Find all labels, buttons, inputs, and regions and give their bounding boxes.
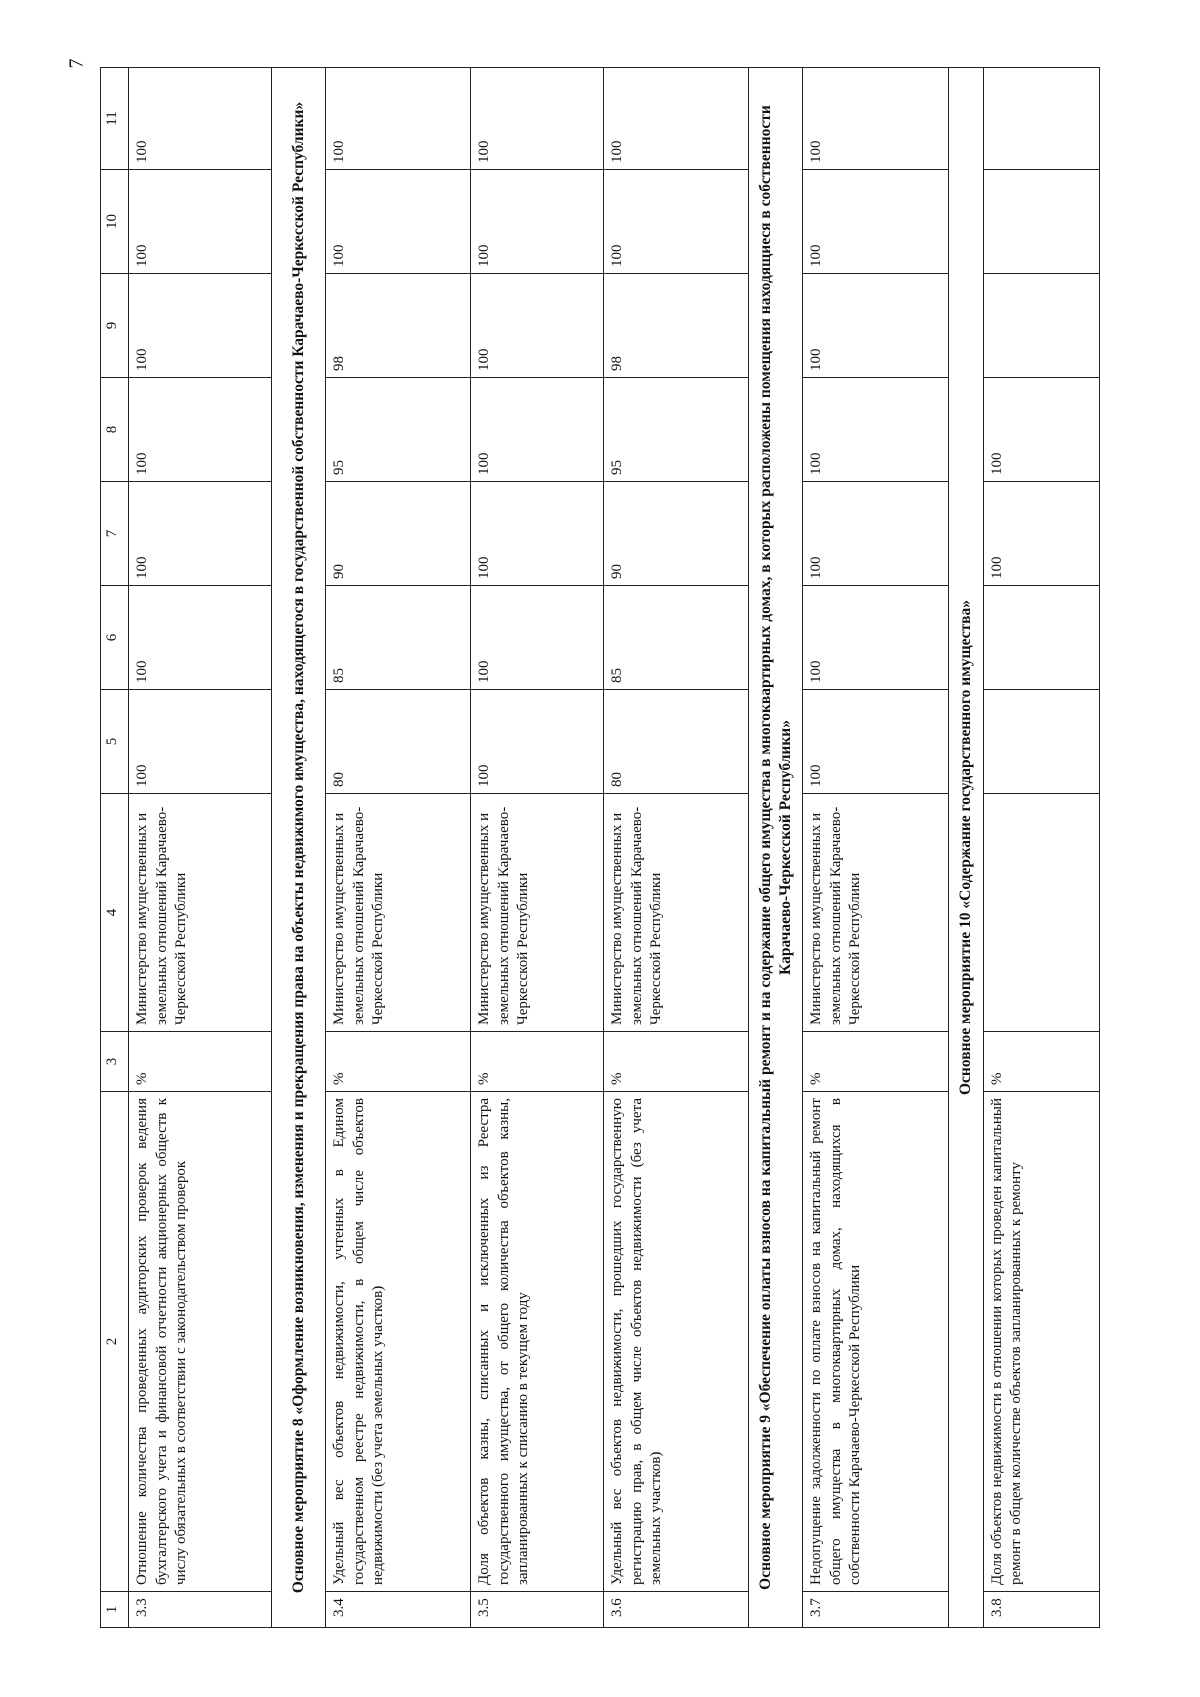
table-body <box>129 68 1100 1628</box>
value-col-9: 98 <box>604 274 749 378</box>
responsible-executor: Министерство имущественных и земельных отношений Карачаево-Черкесской Республики <box>803 794 948 1032</box>
responsible-executor: Министерство имущественных и земельных отношений Карачаево-Черкесской Республики <box>471 794 604 1032</box>
value-col-11 <box>983 68 1099 170</box>
indicator-description: Удельный вес объектов недвижимости, учтенных в Едином государственном реестре недвижимости, в общем числе объектов недвижимости (без учета земельных участков) <box>326 1092 471 1592</box>
column-header-7: 7 <box>101 482 129 586</box>
value-col-5: 80 <box>326 690 471 794</box>
value-col-9: 98 <box>326 274 471 378</box>
section-row <box>272 68 326 1628</box>
value-col-6: 85 <box>326 586 471 690</box>
value-col-5: 80 <box>604 690 749 794</box>
value-col-8: 100 <box>803 378 948 482</box>
unit-cell: % <box>803 1032 948 1092</box>
column-header-1: 1 <box>101 1592 129 1628</box>
value-col-9: 100 <box>803 274 948 378</box>
unit-cell: % <box>326 1032 471 1092</box>
unit-cell: % <box>604 1032 749 1092</box>
value-col-10: 100 <box>803 170 948 274</box>
table-row <box>604 68 749 1628</box>
table-row <box>471 68 604 1628</box>
table-row <box>983 68 1099 1628</box>
value-col-9: 100 <box>129 274 272 378</box>
column-header-2: 2 <box>101 1092 129 1592</box>
value-col-8: 95 <box>326 378 471 482</box>
row-number: 3.5 <box>471 1592 604 1628</box>
indicator-description: Доля объектов казны, списанных и исключенных из Реестра государственного имущества, от общего количества объектов казны, запланированных к списанию в текущем году <box>471 1092 604 1592</box>
value-col-11: 100 <box>803 68 948 170</box>
column-header-3: 3 <box>101 1032 129 1092</box>
value-col-9 <box>983 274 1099 378</box>
indicator-description: Доля объектов недвижимости в отношении которых проведен капитальный ремонт в общем количестве объектов запланированных к ремонту <box>983 1092 1099 1592</box>
value-col-8: 100 <box>983 378 1099 482</box>
value-col-5 <box>983 690 1099 794</box>
value-col-5: 100 <box>803 690 948 794</box>
table-row <box>326 68 471 1628</box>
table-row <box>129 68 272 1628</box>
value-col-7: 100 <box>803 482 948 586</box>
value-col-11: 100 <box>326 68 471 170</box>
value-col-6: 100 <box>129 586 272 690</box>
value-col-7: 90 <box>604 482 749 586</box>
table-row <box>803 68 948 1628</box>
indicator-description: Удельный вес объектов недвижимости, прошедших государственную регистрацию прав, в общем числе объектов недвижимости (без учета земельных участков) <box>604 1092 749 1592</box>
value-col-8: 100 <box>129 378 272 482</box>
value-col-11: 100 <box>471 68 604 170</box>
table-header-row <box>101 68 129 1628</box>
column-header-9: 9 <box>101 274 129 378</box>
value-col-7: 90 <box>326 482 471 586</box>
value-col-6 <box>983 586 1099 690</box>
indicators-table <box>100 67 1100 1628</box>
value-col-10: 100 <box>471 170 604 274</box>
indicator-description: Отношение количества проведенных аудиторских проверок ведения бухгалтерского учета и финансовой отчетности акционерных обществ к числу обязательных в соответствии с законодательством проверок <box>129 1092 272 1592</box>
value-col-6: 100 <box>471 586 604 690</box>
section-row <box>948 68 983 1628</box>
unit-cell: % <box>471 1032 604 1092</box>
value-col-6: 85 <box>604 586 749 690</box>
value-col-9: 100 <box>471 274 604 378</box>
responsible-executor: Министерство имущественных и земельных отношений Карачаево-Черкесской Республики <box>129 794 272 1032</box>
responsible-executor: Министерство имущественных и земельных отношений Карачаево-Черкесской Республики <box>604 794 749 1032</box>
responsible-executor <box>983 794 1099 1032</box>
row-number: 3.7 <box>803 1592 948 1628</box>
value-col-10: 100 <box>326 170 471 274</box>
page-number: 7 <box>65 58 88 69</box>
column-header-8: 8 <box>101 378 129 482</box>
value-col-10 <box>983 170 1099 274</box>
row-number: 3.4 <box>326 1592 471 1628</box>
row-number: 3.3 <box>129 1592 272 1628</box>
value-col-10: 100 <box>129 170 272 274</box>
value-col-10: 100 <box>604 170 749 274</box>
column-header-4: 4 <box>101 794 129 1032</box>
section-title: Основное мероприятие 8 «Оформление возникновения, изменения и прекращения права на объекты недвижимого имущества, находящегося в государственной собственности Карачаево-Черкесской Республики» <box>272 68 326 1628</box>
value-col-5: 100 <box>129 690 272 794</box>
indicator-description: Недопущение задолженности по оплате взносов на капитальный ремонт общего имущества в многоквартирных домах, находящихся в собственности Карачаево-Черкесской Республики <box>803 1092 948 1592</box>
column-header-5: 5 <box>101 690 129 794</box>
section-row <box>749 68 803 1628</box>
column-header-10: 10 <box>101 170 129 274</box>
value-col-7: 100 <box>983 482 1099 586</box>
value-col-7: 100 <box>471 482 604 586</box>
value-col-5: 100 <box>471 690 604 794</box>
value-col-8: 100 <box>471 378 604 482</box>
rotated-page <box>100 68 1100 1628</box>
section-title: Основное мероприятие 9 «Обеспечение оплаты взносов на капитальный ремонт и на содержание общего имущества в многоквартирных домах, в которых расположены помещения находящиеся в собственности Карачаево-Черкесской Республики» <box>749 68 803 1628</box>
value-col-11: 100 <box>129 68 272 170</box>
unit-cell: % <box>129 1032 272 1092</box>
section-title: Основное мероприятие 10 «Содержание государственного имущества» <box>948 68 983 1628</box>
value-col-7: 100 <box>129 482 272 586</box>
column-header-11: 11 <box>101 68 129 170</box>
unit-cell: % <box>983 1032 1099 1092</box>
row-number: 3.8 <box>983 1592 1099 1628</box>
row-number: 3.6 <box>604 1592 749 1628</box>
column-header-6: 6 <box>101 586 129 690</box>
value-col-6: 100 <box>803 586 948 690</box>
value-col-8: 95 <box>604 378 749 482</box>
responsible-executor: Министерство имущественных и земельных отношений Карачаево-Черкесской Республики <box>326 794 471 1032</box>
value-col-11: 100 <box>604 68 749 170</box>
